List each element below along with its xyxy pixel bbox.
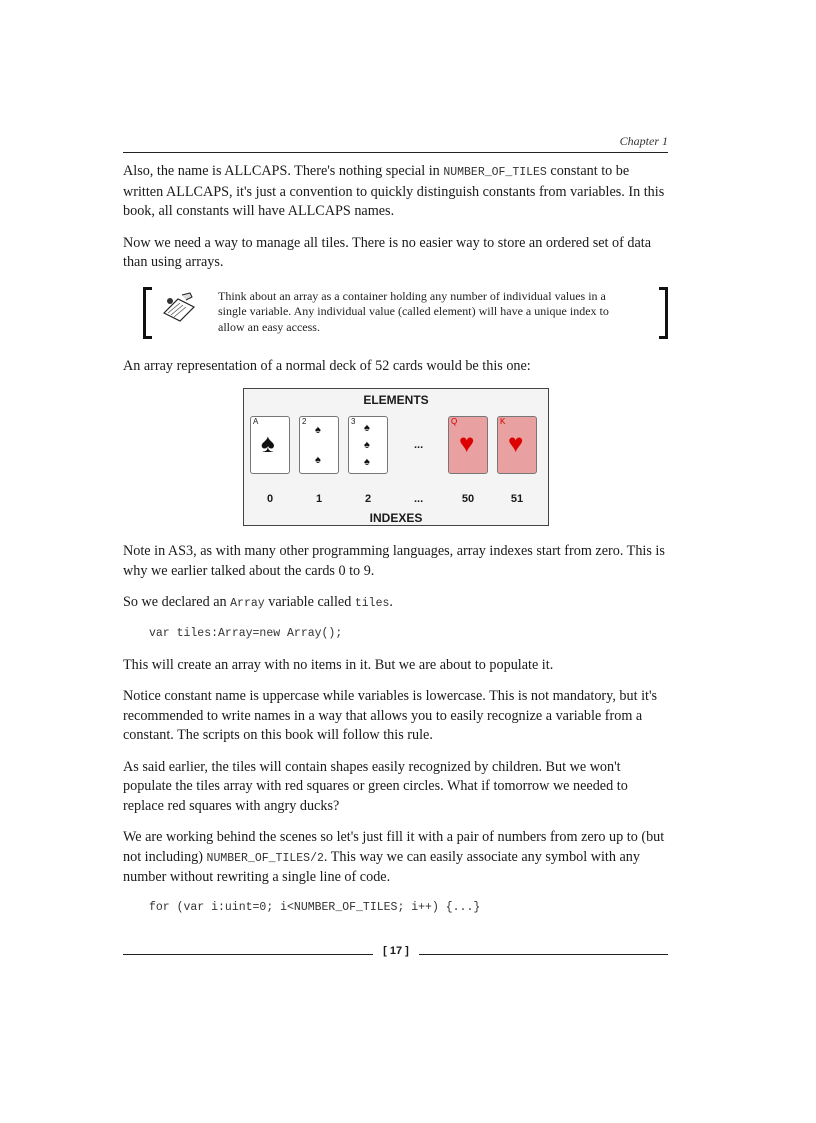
spade-icon: ♠ [364, 456, 370, 468]
index-label: 1 [315, 493, 323, 505]
card-king-hearts [497, 416, 537, 474]
page-footer [123, 945, 668, 965]
spade-icon: ♠ [315, 424, 321, 436]
card-two-spades [299, 416, 339, 474]
note-bracket-right [659, 287, 668, 339]
spade-icon: ♠ [315, 454, 321, 466]
paragraph-shapes: As said earlier, the tiles will contain shapes easily recognized by children. But we won't populate the tiles array with red squares or green circles. What if tomorrow we needed to replace red squares with angry ducks? [123, 758, 628, 814]
footer-rule-right [419, 954, 668, 955]
code-block-loop: for (var i:uint=0; i<NUMBER_OF_TILES; i++) {...} [149, 900, 481, 914]
body-text [123, 162, 668, 930]
note-text: Think about an array as a container holding any number of individual values in a single variable. Any individual value (called element) will have a unique index to allow an easy access. [218, 288, 609, 334]
code-block-declare: var tiles:Array=new Array(); [149, 626, 343, 640]
page-number: [ 17 ] [383, 945, 409, 957]
inline-code: Array [230, 597, 265, 610]
spade-icon: ♠ [261, 429, 275, 458]
paragraph-arrays: Now we need a way to manage all tiles. There is no easier way to store an ordered set of data than using arrays. [123, 234, 652, 270]
heart-icon: ♥ [459, 429, 475, 458]
page-header [123, 134, 668, 153]
spade-icon: ♠ [364, 422, 370, 434]
paragraph-empty-array: This will create an array with no items in it. But we are about to populate it. [123, 656, 554, 673]
paragraph-zero-index: Note in AS3, as with many other programming languages, array indexes start from zero. This is why we earlier talked about the cards 0 to 9. [123, 543, 665, 579]
figure-title-elements: ELEMENTS [363, 393, 429, 407]
figure-ellipsis: ... [414, 439, 424, 451]
card-rank: Q [451, 417, 458, 426]
figure-title-indexes: INDEXES [369, 511, 423, 525]
card-rank: 2 [302, 417, 307, 426]
card-three-spades [348, 416, 388, 474]
card-queen-hearts [448, 416, 488, 474]
index-ellipsis: ... [414, 493, 424, 505]
footer-rule-left [123, 954, 373, 955]
info-note [123, 285, 668, 347]
index-label: 2 [364, 493, 372, 505]
spade-icon: ♠ [364, 439, 370, 451]
chapter-label: Chapter 1 [619, 134, 668, 148]
index-label: 50 [461, 493, 475, 505]
note-bracket-left [143, 287, 152, 339]
paragraph-deck: An array representation of a normal deck of 52 cards would be this one: [123, 357, 531, 374]
index-label: 0 [266, 493, 274, 505]
card-rank: A [253, 417, 259, 426]
heart-icon: ♥ [508, 429, 524, 458]
card-rank: 3 [351, 417, 356, 426]
text-span: We are working behind the scenes so let's just fill it with a pair of numbers from zero up to (but not including) [123, 829, 665, 865]
paragraph-declared [123, 593, 668, 614]
pencil-note-icon [160, 291, 198, 325]
text-span: Also, the name is ALLCAPS. There's nothing special in [123, 163, 444, 179]
text-span: variable called [264, 594, 355, 610]
text-span: So we declared an [123, 594, 231, 610]
inline-code: NUMBER_OF_TILES [443, 166, 547, 179]
index-label: 51 [510, 493, 524, 505]
card-ace-spades [250, 416, 290, 474]
text-span: . [389, 594, 393, 610]
card-rank: K [500, 417, 506, 426]
paragraph-naming: Notice constant name is uppercase while variables is lowercase. This is not mandatory, but it's recommended to write names in a way that allows you to easily recognize a variable from a constant. The scripts on this book will follow this rule. [123, 688, 658, 743]
paragraph-fill [123, 828, 668, 888]
inline-code: tiles [354, 597, 390, 610]
text-span: . This way we can easily associate any symbol with any number without rewriting a single line of code. [123, 848, 640, 885]
array-figure [243, 388, 549, 526]
paragraph-allcaps [123, 162, 668, 222]
inline-code: NUMBER_OF_TILES/2 [206, 851, 324, 865]
text-span: constant to be written ALLCAPS, it's just a convention to quickly distinguish constants from variables. In this book, all constants will have ALLCAPS names. [123, 163, 665, 219]
